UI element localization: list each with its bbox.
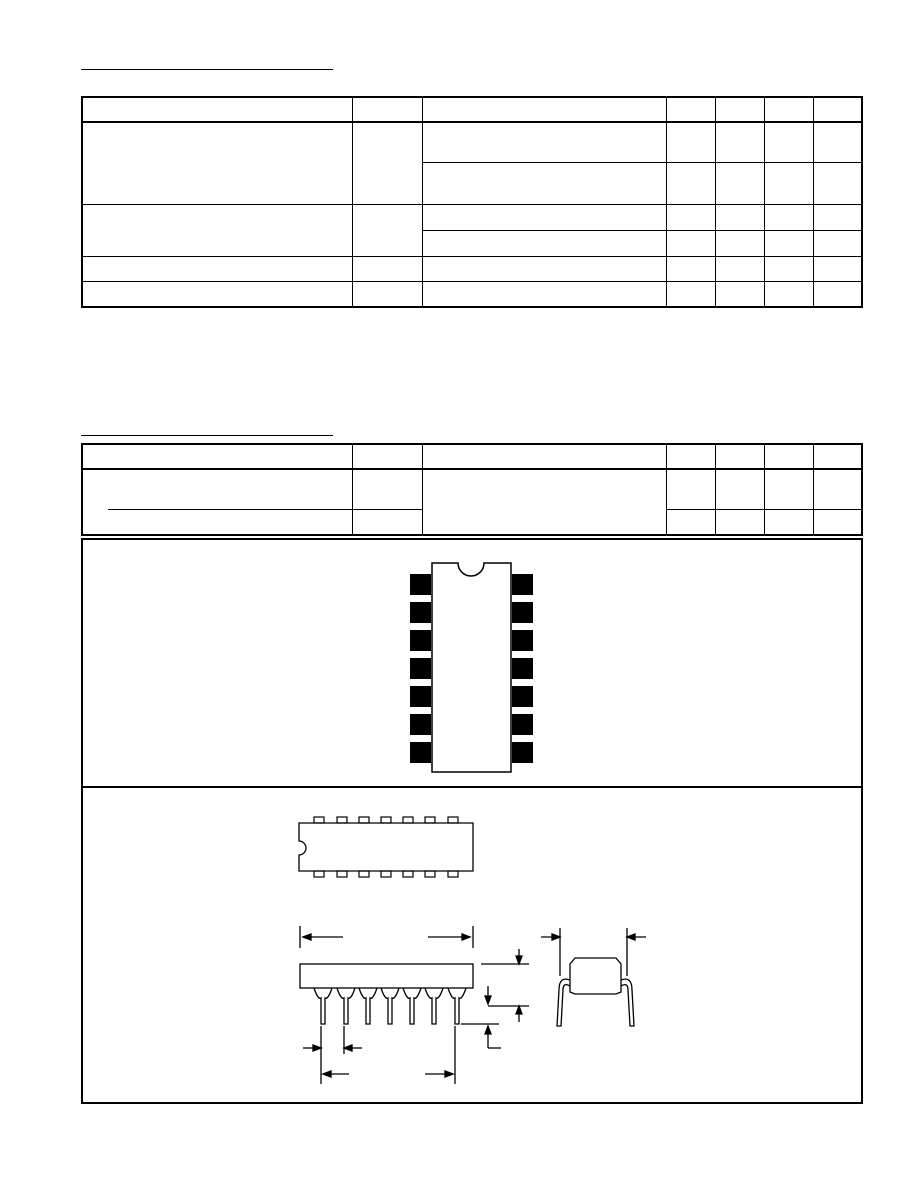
pad-right-6	[512, 714, 533, 735]
top-view-lower-pins	[314, 871, 458, 877]
pad-left-1	[410, 574, 431, 595]
pad-left-4	[410, 658, 431, 679]
pad-left-3	[410, 630, 431, 651]
pad-right-2	[512, 602, 533, 623]
table-1-col-divider	[715, 98, 716, 306]
pad-right-1	[512, 574, 533, 595]
table-1-col-divider	[666, 98, 667, 306]
end-view	[541, 928, 646, 1026]
table-2-row-divider	[666, 509, 861, 510]
pad-left-5	[410, 686, 431, 707]
top-view-upper-pins	[314, 817, 458, 823]
package-characteristics-table	[81, 443, 863, 536]
electrical-characteristics-table	[81, 96, 863, 308]
pad-left-6	[410, 714, 431, 735]
table-1-row-divider	[83, 256, 861, 257]
table-2-row-divider	[108, 509, 422, 510]
package-outline-drawing	[81, 786, 863, 1104]
table-2-col-divider	[764, 445, 765, 534]
table-2-col-divider	[813, 445, 814, 534]
table-2-col-divider	[352, 445, 353, 534]
table-1-col-divider	[422, 98, 423, 306]
table-2-col-divider	[422, 445, 423, 534]
pad-layout-panel	[81, 538, 863, 788]
table-1-col-divider	[352, 98, 353, 306]
pad-right-3	[512, 630, 533, 651]
pad-right-5	[512, 686, 533, 707]
table-1-row-divider	[83, 204, 861, 205]
ic-body-outline	[432, 563, 511, 772]
table-1-col-divider	[813, 98, 814, 306]
table-2-col-divider	[666, 445, 667, 534]
table-2-col-divider	[715, 445, 716, 534]
pad-left-2	[410, 602, 431, 623]
pad-right-7	[512, 742, 533, 763]
pad-layout-drawing	[81, 538, 863, 788]
package-outline-panel	[81, 786, 863, 1104]
top-view-body	[299, 823, 473, 871]
table-1-row-divider	[422, 230, 861, 231]
table-2-header-divider	[83, 468, 861, 470]
pad-right-4	[512, 658, 533, 679]
section-2-heading-rule	[81, 435, 333, 436]
table-1-row-divider	[422, 162, 861, 163]
side-view	[300, 926, 529, 1084]
section-1-heading-rule	[81, 69, 333, 70]
pad-left-7	[410, 742, 431, 763]
table-1-col-divider	[764, 98, 765, 306]
table-1-row-divider	[83, 281, 861, 282]
table-1-header-divider	[83, 121, 861, 123]
